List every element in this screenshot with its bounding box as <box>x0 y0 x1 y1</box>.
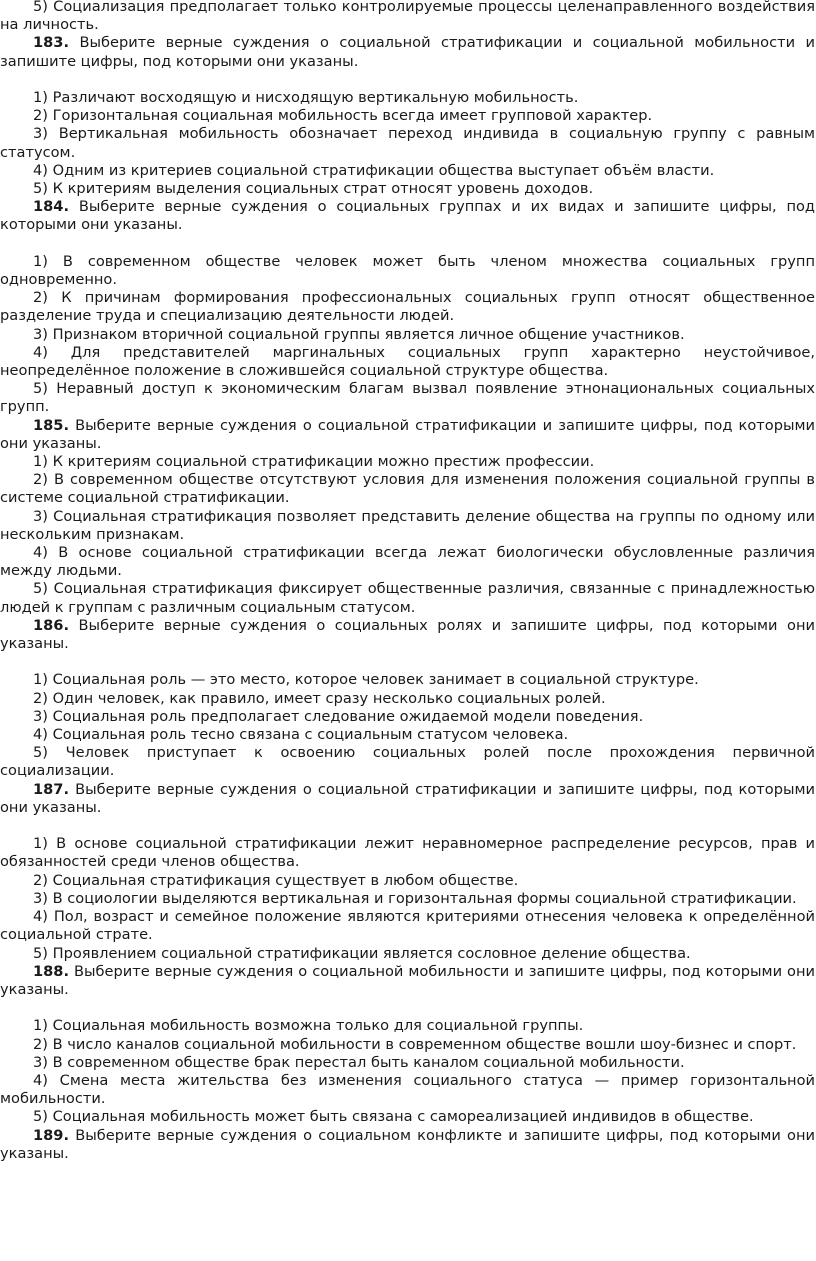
list-item: 4) В основе социальной стратификации всегда лежат биологически обусловленные различия между людьми. <box>0 544 815 580</box>
list-item: 5) Человек приступает к освоению социальных ролей после прохождения первичной социализации. <box>0 744 815 780</box>
list-item: 2) В число каналов социальной мобильности в современном обществе вошли шоу-бизнес и спорт. <box>33 1035 797 1053</box>
list-item: 5) Проявлением социальной стратификации является сословное деление общества. <box>33 944 691 962</box>
list-item: 2) К причинам формирования профессиональных социальных групп относят общественное разделение труда и специализацию деятельности людей. <box>0 289 815 325</box>
list-item: 2) В современном обществе отсутствуют условия для изменения положения социальной группы в системе социальной стратификации. <box>0 471 815 507</box>
list-item: 1) Социальная мобильность возможна только для социальной группы. <box>33 1017 584 1035</box>
list-item: 5) К критериям выделения социальных страт относят уровень доходов. <box>33 180 594 198</box>
list-item: 3) Социальная стратификация позволяет представить деление общества на группы по одному или нескольким признакам. <box>0 507 815 543</box>
list-item: 1) Социальная роль — это место, которое человек занимает в социальной структуре. <box>33 671 699 689</box>
list-item: 4) Пол, возраст и семейное положение являются критериями отнесения человека к определённой социальной страте. <box>0 908 815 944</box>
spacer <box>0 653 815 671</box>
question-186 <box>0 617 815 653</box>
list-item: 3) Социальная роль предполагает следование ожидаемой модели поведения. <box>33 707 644 725</box>
question-prompt: Выберите верные суждения о социальной стратификации и запишите цифры, под которыми они указаны. <box>0 416 815 452</box>
question-number: 185. <box>33 416 70 434</box>
list-item: 2) Один человек, как правило, имеет сразу несколько социальных ролей. <box>33 689 606 707</box>
question-prompt: Выберите верные суждения о социальных группах и их видах и запишите цифры, под которыми они указаны. <box>0 198 816 234</box>
list-item: 1) В современном обществе человек может быть членом множества социальных групп одновременно. <box>0 252 815 289</box>
spacer <box>0 235 815 253</box>
list-item: 4) Социальная роль тесно связана с социальным статусом человека. <box>33 726 569 744</box>
spacer <box>0 999 815 1017</box>
question-prompt: Выберите верные суждения о социальной стратификации и социальной мобильности и запишите цифры, под которыми они указаны. <box>0 34 815 70</box>
list-item: 3) В социологии выделяются вертикальная и горизонтальная формы социальной стратификации. <box>33 889 797 907</box>
question-number: 187. <box>33 780 70 798</box>
list-item: 4) Для представителей маргинальных социальных групп характерно неустойчивое, неопределённое положение в сложившейся социальной структуре общества. <box>0 343 815 380</box>
spacer <box>0 71 815 89</box>
list-item: 3) Признаком вторичной социальной группы является личное общение участников. <box>33 325 685 343</box>
question-prompt: Выберите верные суждения о социальных ролях и запишите цифры, под которыми они указаны. <box>0 616 816 653</box>
list-item: 5) Неравный доступ к экономическим благам вызвал появление этнонациональных социальных групп. <box>0 380 815 416</box>
list-item: 1) К критериям социальной стратификации можно престиж профессии. <box>33 453 595 471</box>
question-187 <box>0 781 815 817</box>
list-item: 2) Социальная стратификация существует в любом обществе. <box>33 871 519 889</box>
question-185 <box>0 417 815 453</box>
list-item: 1) Различают восходящую и нисходящую вертикальную мобильность. <box>33 89 579 106</box>
question-184 <box>0 198 815 234</box>
question-number: 183. <box>33 34 70 52</box>
list-item: 1) В основе социальной стратификации лежит неравномерное распределение ресурсов, прав и обязанностей среди членов общества. <box>0 835 815 871</box>
list-item: 4) Одним из критериев социальной стратификации общества выступает объём власти. <box>33 161 715 179</box>
list-item: 5) Социализация предполагает только контролируемые процессы целенаправленного воздействия на личность. <box>0 0 815 34</box>
list-item: 3) Вертикальная мобильность обозначает переход индивида в социальную группу с равным статусом. <box>0 125 815 161</box>
list-item: 4) Смена места жительства без изменения социального статуса — пример горизонтальной мобильности. <box>0 1071 815 1108</box>
question-183 <box>0 34 815 70</box>
list-item: 3) В современном обществе брак перестал быть каналом социальной мобильности. <box>33 1053 685 1071</box>
question-prompt: Выберите верные суждения о социальном конфликте и запишите цифры, под которыми они указаны. <box>0 1126 815 1162</box>
question-prompt: Выберите верные суждения о социальной мобильности и запишите цифры, под которыми они указаны. <box>0 962 815 998</box>
list-item: 5) Социальная стратификация фиксирует общественные различия, связанные с принадлежностью людей к группам с различным социальным статусом. <box>0 580 815 616</box>
question-number: 184. <box>33 198 70 216</box>
question-188 <box>0 963 815 999</box>
question-number: 186. <box>33 616 70 634</box>
question-prompt: Выберите верные суждения о социальной стратификации и запишите цифры, под которыми они указаны. <box>0 780 815 816</box>
question-number: 188. <box>33 962 70 980</box>
spacer <box>0 817 815 835</box>
list-item: 5) Социальная мобильность может быть связана с самореализацией индивидов в обществе. <box>33 1108 754 1126</box>
question-189 <box>0 1127 815 1163</box>
list-item: 2) Горизонтальная социальная мобильность всегда имеет групповой характер. <box>33 107 653 125</box>
question-number: 189. <box>33 1126 70 1144</box>
